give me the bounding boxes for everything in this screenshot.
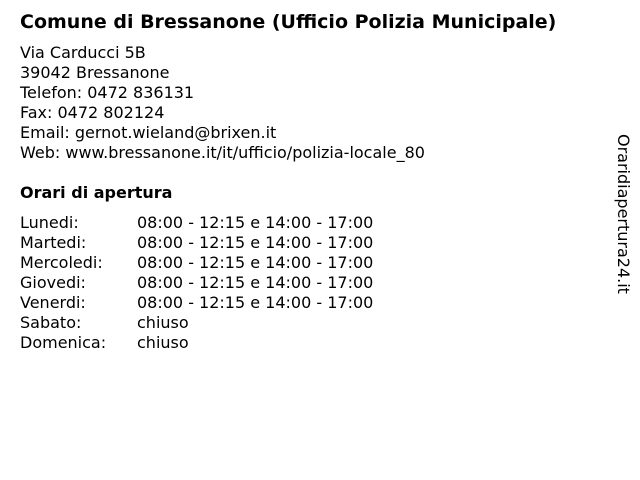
email-line: Email: gernot.wieland@brixen.it: [20, 123, 277, 142]
page-title: Comune di Bressanone (Ufficio Polizia Municipale): [20, 11, 557, 33]
time-value: 08:00 - 12:15 e 14:00 - 17:00: [137, 213, 374, 232]
time-value: 08:00 - 12:15 e 14:00 - 17:00: [137, 273, 374, 292]
web-line: Web: www.bressanone.it/it/ufficio/polizia-locale_80: [20, 143, 425, 162]
hours-row-sunday: [20, 333, 373, 353]
day-label: Domenica:: [20, 333, 107, 352]
time-value: 08:00 - 12:15 e 14:00 - 17:00: [137, 233, 374, 252]
hours-row-monday: [20, 213, 373, 233]
opening-hours-table: [20, 213, 373, 353]
time-value: 08:00 - 12:15 e 14:00 - 17:00: [137, 293, 374, 312]
day-label: Giovedi:: [20, 273, 86, 292]
time-value: 08:00 - 12:15 e 14:00 - 17:00: [137, 253, 374, 272]
hours-heading: Orari di apertura: [20, 183, 173, 202]
hours-row-friday: [20, 293, 373, 313]
day-label: Martedi:: [20, 233, 87, 252]
hours-row-wednesday: [20, 253, 373, 273]
hours-row-thursday: [20, 273, 373, 293]
address-block: [20, 43, 425, 163]
phone-line: Telefon: 0472 836131: [20, 83, 195, 102]
day-label: Sabato:: [20, 313, 82, 332]
street-line: Via Carducci 5B: [20, 43, 146, 62]
day-label: Venerdi:: [20, 293, 86, 312]
day-label: Lunedi:: [20, 213, 79, 232]
time-value: chiuso: [137, 313, 189, 332]
time-value: chiuso: [137, 333, 189, 352]
hours-row-tuesday: [20, 233, 373, 253]
day-label: Mercoledi:: [20, 253, 103, 272]
hours-row-saturday: [20, 313, 373, 333]
postal-city-line: 39042 Bressanone: [20, 63, 170, 82]
fax-line: Fax: 0472 802124: [20, 103, 165, 122]
site-brand-label: Oraridiapertura24.it: [614, 134, 633, 294]
